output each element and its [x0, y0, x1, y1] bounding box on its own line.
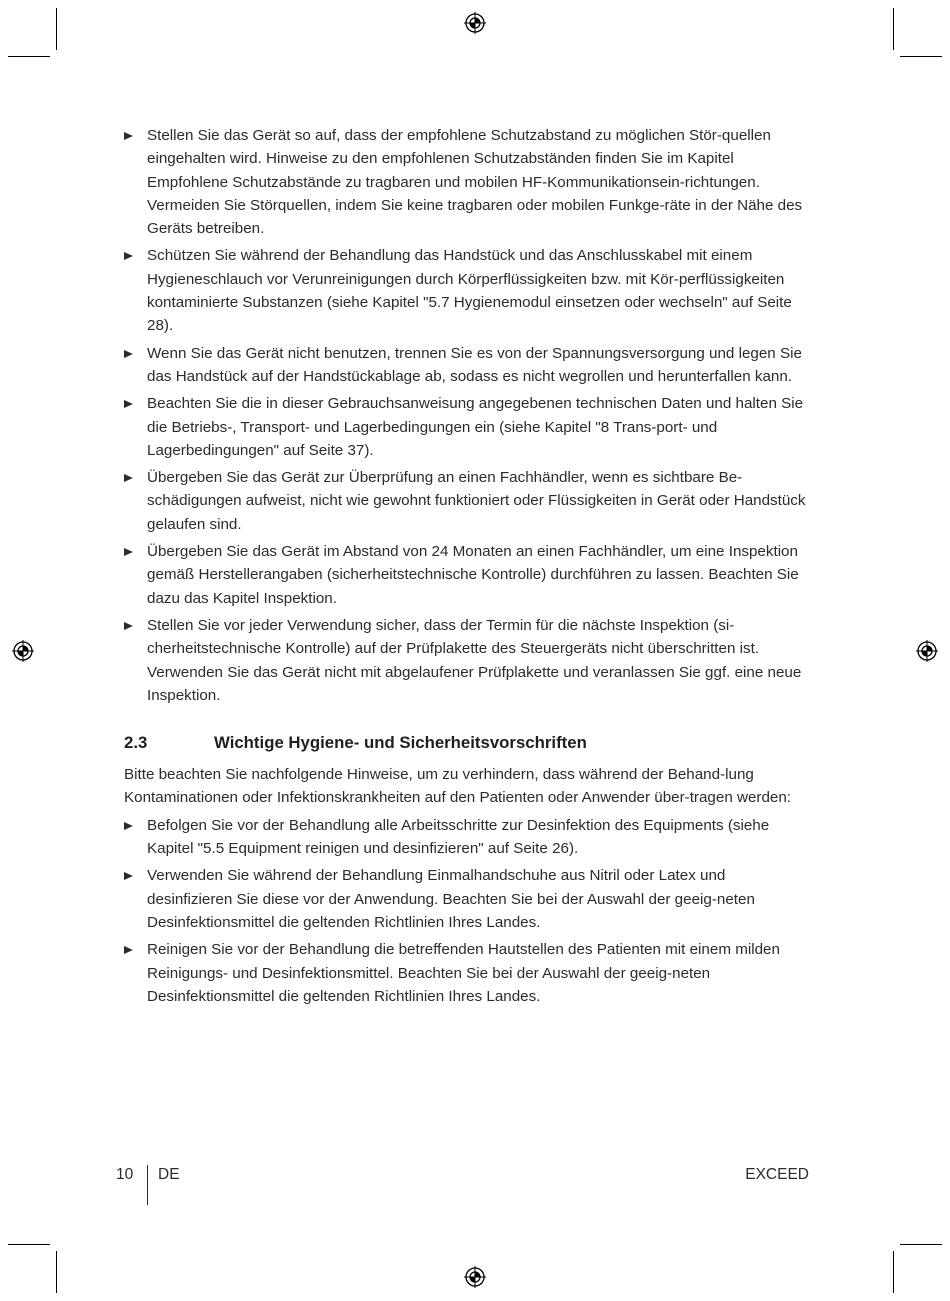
- list-item-text: Stellen Sie vor jeder Verwendung sicher, dass der Termin für die nächste Inspektion (si-cherheitstechnische Kontrolle) auf der Prüfplakette des Steuergeräts nicht überschritten ist. Verwenden Sie das Gerät nicht mit abgelaufener Prüfplakette und veranlassen Sie ggf. eine neue Inspektion.: [147, 616, 802, 704]
- list-item-text: Stellen Sie das Gerät so auf, dass der empfohlene Schutzabstand zu möglichen Stör-quellen eingehalten wird. Hinweise zu den empfohlenen Schutzabständen finden Sie im Kapitel Empfohlene Schutzabstände zu tragbaren und mobilen HF-Kommunikationsein-richtungen. Vermeiden Sie Störquellen, indem Sie keine tragbaren oder mobilen Funkge-räte in der Nähe des Geräts betreiben.: [147, 127, 803, 238]
- list-item-text: Schützen Sie während der Behandlung das Handstück und das Anschlusskabel mit einem Hygieneschlauch vor Verunreinigungen durch Körperflüssigkeiten bzw. mit Kör-perflüssigkeiten kontaminierte Substanzen (siehe Kapitel "5.7 Hygienemodul einsetzen oder wechseln" auf Seite 28).: [147, 247, 792, 335]
- list-item: [124, 814, 810, 861]
- section-intro: Bitte beachten Sie nachfolgende Hinweise, um zu verhindern, dass während der Behand-lung Kontaminationen oder Infektionskrankheiten auf den Patienten oder Anwender über-tragen werden:: [124, 766, 792, 807]
- safety-instructions-list: [124, 124, 810, 707]
- list-item: [124, 244, 810, 337]
- list-item-text: Wenn Sie das Gerät nicht benutzen, trennen Sie es von der Spannungsversorgung und legen Sie das Handstück auf der Handstückablage ab, sodass es nicht wegrollen und herunterfallen kann.: [147, 344, 802, 385]
- list-item: [124, 614, 810, 707]
- crop-mark: [8, 56, 50, 57]
- page-body: [124, 124, 810, 1012]
- section-title: Wichtige Hygiene- und Sicherheitsvorschriften: [214, 733, 587, 753]
- bullet-arrow-icon: [124, 474, 133, 482]
- list-item: [124, 466, 810, 536]
- bullet-arrow-icon: [124, 872, 133, 880]
- registration-mark-icon: [916, 640, 938, 662]
- bullet-arrow-icon: [124, 946, 133, 954]
- crop-mark: [893, 1251, 894, 1293]
- registration-mark-icon: [12, 640, 34, 662]
- crop-mark: [893, 8, 894, 50]
- section-heading: [124, 733, 810, 753]
- list-item: [124, 864, 810, 934]
- bullet-arrow-icon: [124, 252, 133, 260]
- list-item: [124, 540, 810, 610]
- bullet-arrow-icon: [124, 132, 133, 140]
- bullet-arrow-icon: [124, 350, 133, 358]
- list-item: [124, 342, 810, 389]
- list-item: [124, 124, 810, 240]
- bullet-arrow-icon: [124, 548, 133, 556]
- hygiene-instructions-list: [124, 814, 810, 1008]
- bullet-arrow-icon: [124, 822, 133, 830]
- crop-mark: [56, 8, 57, 50]
- list-item: [124, 938, 810, 1008]
- crop-mark: [56, 1251, 57, 1293]
- page-number: 10: [116, 1166, 134, 1183]
- list-item-text: Übergeben Sie das Gerät im Abstand von 24 Monaten an einen Fachhändler, um eine Inspektion gemäß Herstellerangaben (sicherheitstechnische Kontrolle) durchführen zu lassen. Beachten Sie dazu das Kapitel Inspektion.: [147, 543, 799, 607]
- product-name: EXCEED: [745, 1166, 809, 1183]
- language-code: DE: [158, 1166, 180, 1183]
- list-item-text: Verwenden Sie während der Behandlung Einmalhandschuhe aus Nitril oder Latex und desinfizieren Sie diese vor der Anwendung. Beachten Sie bei der Auswahl der geeig-neten Desinfektionsmittel die geltenden Richtlinien Ihres Landes.: [147, 867, 755, 931]
- list-item-text: Beachten Sie die in dieser Gebrauchsanweisung angegebenen technischen Daten und halten Sie die Betriebs-, Transport- und Lagerbedingungen ein (siehe Kapitel "8 Trans-port- und Lagerbedingungen" auf Seite 37).: [147, 395, 804, 459]
- registration-mark-icon: [464, 12, 486, 34]
- list-item: [124, 392, 810, 462]
- section-number: 2.3: [124, 733, 148, 753]
- crop-mark: [900, 56, 942, 57]
- bullet-arrow-icon: [124, 622, 133, 630]
- crop-mark: [8, 1244, 50, 1245]
- list-item-text: Übergeben Sie das Gerät zur Überprüfung an einen Fachhändler, wenn es sichtbare Be-schädigungen aufweist, nicht wie gewohnt funktioniert oder Flüssigkeiten in Gerät oder Handstück gelaufen sind.: [147, 469, 806, 533]
- registration-mark-icon: [464, 1266, 486, 1288]
- crop-mark: [900, 1244, 942, 1245]
- footer-divider: [147, 1165, 148, 1205]
- bullet-arrow-icon: [124, 400, 133, 408]
- list-item-text: Befolgen Sie vor der Behandlung alle Arbeitsschritte zur Desinfektion des Equipments (siehe Kapitel "5.5 Equipment reinigen und desinfizieren" auf Seite 26).: [147, 816, 770, 858]
- list-item-text: Reinigen Sie vor der Behandlung die betreffenden Hautstellen des Patienten mit einem milden Reinigungs- und Desinfektionsmittel. Beachten Sie bei der Auswahl der geeig-neten Desinfektionsmittel die geltenden Richtlinien Ihres Landes.: [147, 941, 780, 1005]
